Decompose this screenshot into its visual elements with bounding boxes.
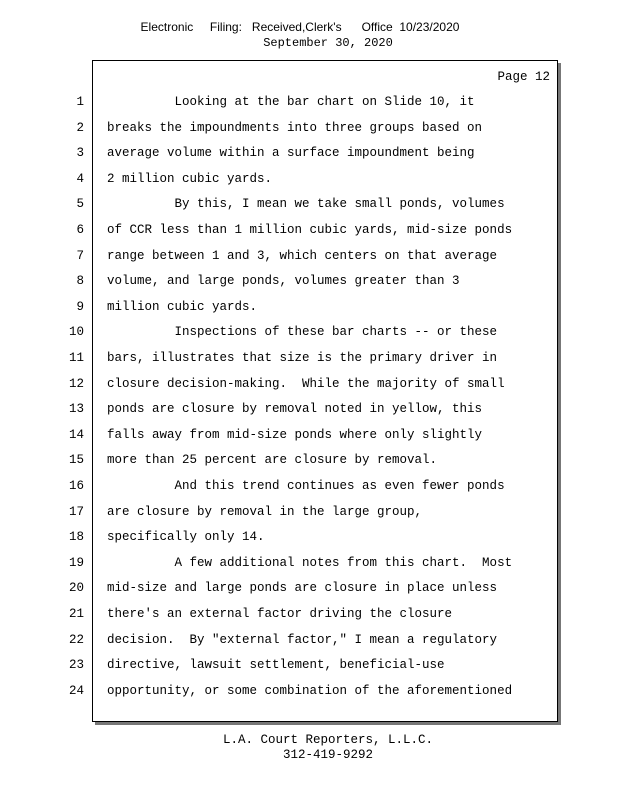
line-text: are closure by removal in the large group, <box>107 504 423 519</box>
line-number: 4 <box>76 171 84 186</box>
transcript-line <box>0 374 618 394</box>
line-text: bars, illustrates that size is the primary driver in <box>107 351 498 365</box>
line-text: million cubic yards. <box>107 299 258 314</box>
line-number: 19 <box>68 555 84 570</box>
transcript-line <box>0 143 618 163</box>
line-text: volume, and large ponds, volumes greater than 3 <box>107 274 460 289</box>
transcript-line <box>0 630 618 650</box>
transcript-line <box>0 92 618 112</box>
line-number: 1 <box>76 95 84 109</box>
line-text: 2 million cubic yards. <box>107 171 273 186</box>
line-number: 12 <box>68 376 84 391</box>
line-text: opportunity, or some combination of the aforementioned <box>107 683 513 698</box>
line-text: there's an external factor driving the closure <box>107 607 453 621</box>
line-number: 14 <box>68 427 84 442</box>
line-number: 23 <box>68 658 84 673</box>
transcript-line <box>0 476 618 496</box>
transcript-line <box>0 348 618 368</box>
reporter-company: L.A. Court Reporters, L.L.C. <box>222 733 434 747</box>
line-number: 9 <box>76 299 84 314</box>
reporter-phone: 312-419-9292 <box>282 748 373 762</box>
transcript-line <box>0 194 618 214</box>
line-text: closure decision-making. While the majority of small <box>107 376 505 391</box>
line-text: A few additional notes from this chart. Most <box>107 555 513 570</box>
line-text: And this trend continues as even fewer ponds <box>107 479 505 493</box>
page-number: Page 12 <box>497 70 550 84</box>
line-text: more than 25 percent are closure by removal. <box>107 453 438 468</box>
line-number: 18 <box>68 530 84 545</box>
transcript-line <box>0 399 618 419</box>
line-text: Looking at the bar chart on Slide 10, it <box>107 95 475 109</box>
line-text: directive, lawsuit settlement, beneficial-use <box>107 658 445 673</box>
transcript-line <box>0 655 618 675</box>
line-number: 17 <box>68 504 84 519</box>
transcript-line <box>0 681 618 701</box>
transcript-line <box>0 271 618 291</box>
line-text: range between 1 and 3, which centers on that average <box>107 248 498 263</box>
line-number: 3 <box>76 146 84 161</box>
transcript-line <box>0 553 618 573</box>
line-number: 7 <box>76 248 84 263</box>
line-text: of CCR less than 1 million cubic yards, mid-size ponds <box>107 223 513 237</box>
line-number: 24 <box>68 683 84 698</box>
line-number: 13 <box>68 402 84 417</box>
line-number: 11 <box>68 351 84 365</box>
transcript-line <box>0 527 618 547</box>
line-text: breaks the impoundments into three groups based on <box>107 120 483 135</box>
transcript-line <box>0 118 618 138</box>
line-number: 16 <box>68 479 84 493</box>
line-text: falls away from mid-size ponds where only slightly <box>107 427 483 442</box>
transcript-line <box>0 297 618 317</box>
line-number: 8 <box>76 274 84 289</box>
line-text: average volume within a surface impoundment being <box>107 146 475 161</box>
line-text: By this, I mean we take small ponds, volumes <box>107 197 505 212</box>
line-text: specifically only 14. <box>107 530 265 545</box>
line-number: 15 <box>68 453 84 468</box>
filing-stamp: Electronic Filing: Received,Clerk's Office 10/23/2020 <box>140 20 460 34</box>
transcript-line <box>0 246 618 266</box>
transcript-line <box>0 322 618 342</box>
line-number: 5 <box>76 197 84 212</box>
transcript-line <box>0 220 618 240</box>
transcript-line <box>0 425 618 445</box>
line-number: 10 <box>68 325 84 340</box>
hearing-date: September 30, 2020 <box>263 36 393 50</box>
transcript-line <box>0 604 618 624</box>
line-text: decision. By "external factor," I mean a regulatory <box>107 632 498 647</box>
line-text: mid-size and large ponds are closure in place unless <box>107 581 498 596</box>
transcript-line <box>0 450 618 470</box>
line-number: 22 <box>68 632 84 647</box>
line-number: 20 <box>68 581 84 596</box>
transcript-line <box>0 169 618 189</box>
line-text: Inspections of these bar charts -- or these <box>107 325 498 340</box>
transcript-line <box>0 578 618 598</box>
line-text: ponds are closure by removal noted in yellow, this <box>107 402 483 417</box>
line-number: 6 <box>76 223 84 237</box>
line-number: 2 <box>76 120 84 135</box>
transcript-line <box>0 502 618 522</box>
line-number: 21 <box>68 607 84 621</box>
